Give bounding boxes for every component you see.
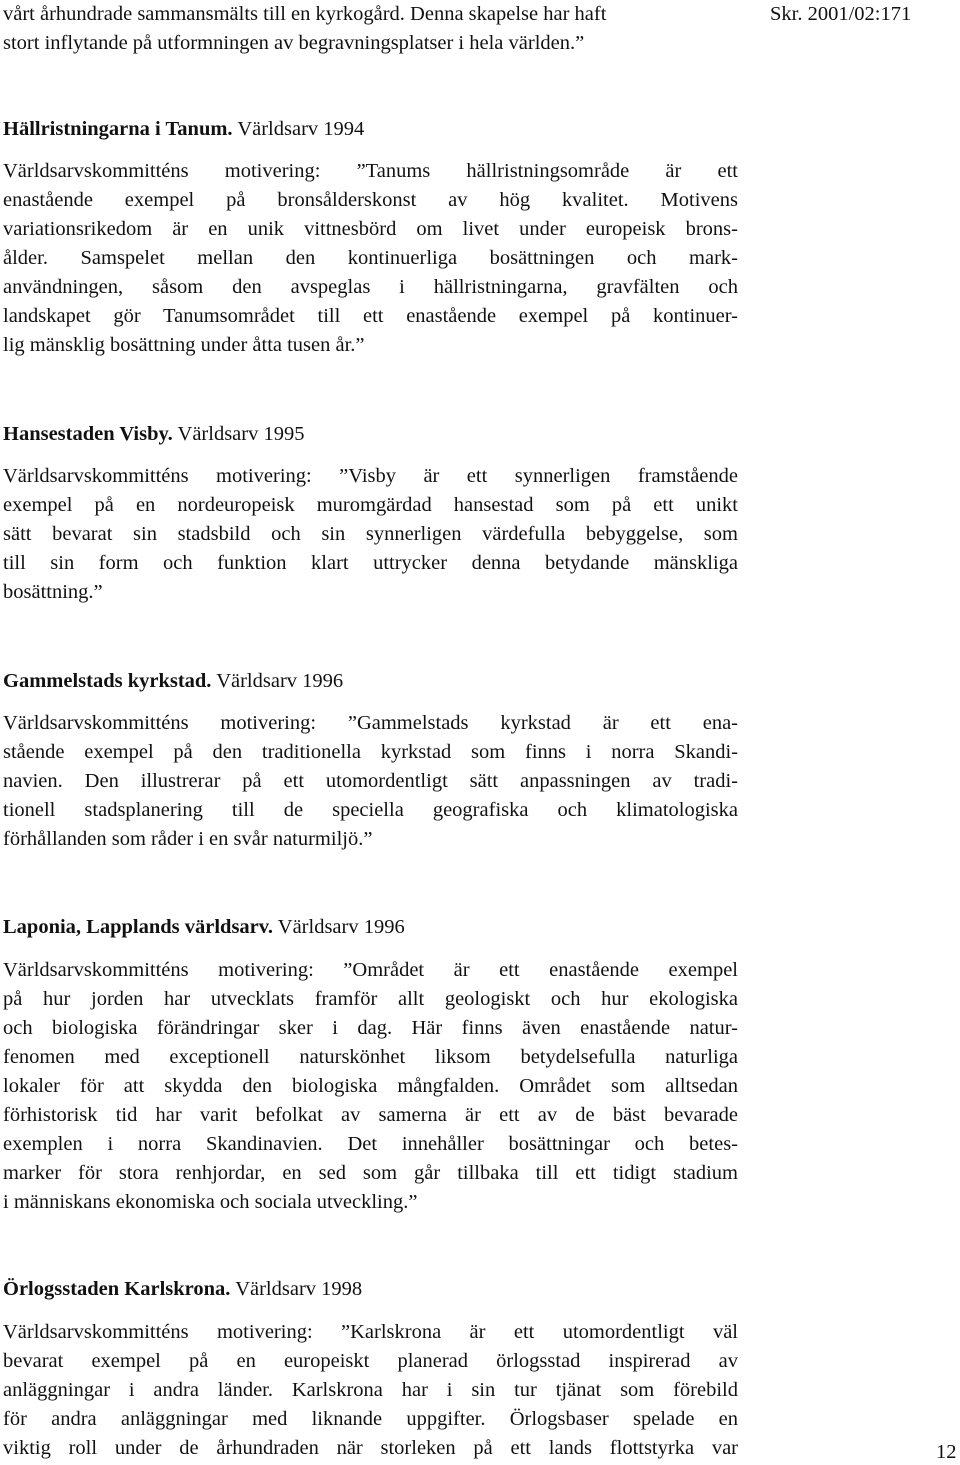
text-line: lig mänsklig bosättning under åtta tusen år.” [3, 334, 365, 356]
text-line: bosättning.” [3, 581, 103, 603]
section-paragraph [3, 157, 738, 360]
text-line: Världsarvskommitténs motivering: ”Området är ett enastående exempel [3, 959, 738, 981]
text-line: ålder. Samspelet mellan den kontinuerliga bosättningen och mark- [3, 247, 738, 269]
text-line: Världsarvskommitténs motivering: ”Tanums hällristningsområde är ett [3, 160, 738, 182]
text-line: lokaler för att skydda den biologiska mångfalden. Området som alltsedan [3, 1075, 738, 1097]
section-heading [3, 667, 738, 696]
section-title: Laponia, Lapplands världsarv. [3, 916, 274, 938]
section-subtitle: Världsarv 1994 [237, 118, 365, 140]
text-line: tionell stadsplanering till de speciella geografiska och klimatologiska [3, 799, 738, 821]
text-line: navien. Den illustrerar på ett utomordentligt sätt anpassningen av tradi- [3, 770, 738, 792]
section-heading [3, 420, 738, 449]
text-line: och biologiska förändringar sker i dag. Här finns även enastående natur- [3, 1017, 738, 1039]
text-line: Världsarvskommitténs motivering: ”Karlskrona är ett utomordentligt väl [3, 1321, 738, 1343]
text-line: till sin form och funktion klart uttrycker denna betydande mänskliga [3, 552, 738, 574]
section-title: Örlogsstaden Karlskrona. [3, 1278, 231, 1300]
section-subtitle: Världsarv 1998 [235, 1278, 363, 1300]
text-line: fenomen med exceptionell naturskönhet liksom betydelsefulla naturliga [3, 1046, 738, 1068]
text-line: sätt bevarat sin stadsbild och sin synnerligen värdefulla bebyggelse, som [3, 523, 738, 545]
text-line: stort inflytande på utformningen av begravningsplatser i hela världen.” [3, 32, 585, 54]
text-line: anläggningar i andra länder. Karlskrona har i sin tur tjänat som förebild [3, 1379, 738, 1401]
text-line: exempel på en nordeuropeisk muromgärdad hansestad som på ett unikt [3, 494, 738, 516]
text-line: exemplen i norra Skandinavien. Det innehåller bosättningar och betes- [3, 1133, 738, 1155]
section-paragraph [3, 956, 738, 1217]
text-line: marker för stora renhjordar, en sed som går tillbaka till ett tidigt stadium [3, 1162, 738, 1184]
section-heading [3, 1275, 738, 1304]
margin-reference: Skr. 2001/02:171 [770, 3, 912, 25]
section-subtitle: Världsarv 1996 [216, 670, 344, 692]
section-paragraph [3, 462, 738, 607]
text-line: landskapet gör Tanumsområdet till ett enastående exempel på kontinuer- [3, 305, 738, 327]
text-line: för andra anläggningar med liknande uppgifter. Örlogsbaser spelade en [3, 1408, 738, 1430]
text-line: Världsarvskommitténs motivering: ”Gammelstads kyrkstad är ett ena- [3, 712, 738, 734]
text-line: stående exempel på den traditionella kyrkstad som finns i norra Skandi- [3, 741, 738, 763]
section-paragraph [3, 1318, 738, 1463]
section-heading [3, 913, 738, 942]
text-line: användningen, såsom den avspeglas i hällristningarna, gravfälten och [3, 276, 738, 298]
section-heading [3, 115, 738, 144]
page-number: 12 [936, 1441, 957, 1463]
section-title: Hansestaden Visby. [3, 423, 173, 445]
text-line: förhistorisk tid har varit befolkat av samerna är ett av de bäst bevarade [3, 1104, 738, 1126]
section-title: Hällristningarna i Tanum. [3, 118, 233, 140]
text-line: i människans ekonomiska och sociala utveckling.” [3, 1191, 418, 1213]
text-line: enastående exempel på bronsålderskonst av hög kvalitet. Motivens [3, 189, 738, 211]
section-paragraph [3, 709, 738, 854]
section-subtitle: Världsarv 1996 [277, 916, 405, 938]
section-subtitle: Världsarv 1995 [177, 423, 305, 445]
section-title: Gammelstads kyrkstad. [3, 670, 212, 692]
text-line: viktig roll under de århundraden när storleken på ett lands flottstyrka var [3, 1437, 738, 1459]
text-line: variationsrikedom är en unik vittnesbörd om livet under europeisk brons- [3, 218, 738, 240]
text-line: förhållanden som råder i en svår naturmiljö.” [3, 828, 373, 850]
text-line: bevarat exempel på en europeiskt planerad örlogsstad inspirerad av [3, 1350, 738, 1372]
text-line: vårt århundrade sammansmälts till en kyrkogård. Denna skapelse har haft [3, 3, 607, 25]
text-line: Världsarvskommitténs motivering: ”Visby är ett synnerligen framstående [3, 465, 738, 487]
intro-paragraph [3, 0, 738, 58]
text-line: på hur jorden har utvecklats framför allt geologiskt och hur ekologiska [3, 988, 738, 1010]
